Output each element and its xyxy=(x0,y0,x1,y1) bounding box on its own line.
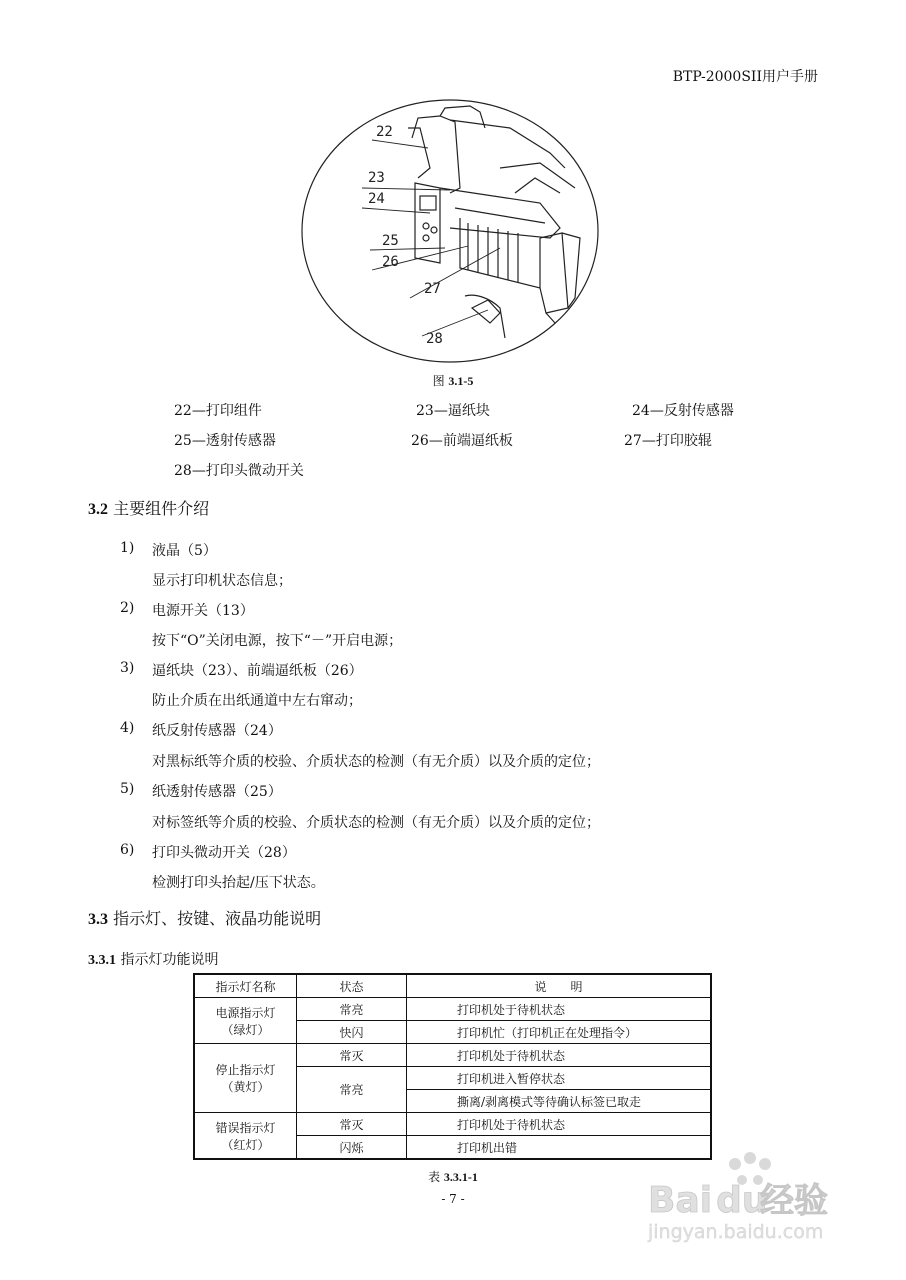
table-caption: 表 3.3.1-1 xyxy=(428,1170,478,1184)
indicator-name-cell: 停止指示灯 （黄灯） xyxy=(194,1044,297,1113)
column-header: 状态 xyxy=(297,974,407,998)
description-cell: 打印机进入暂停状态 xyxy=(407,1067,712,1090)
page-number: - 7 - xyxy=(441,1192,465,1206)
description-cell: 打印机处于待机状态 xyxy=(407,1044,712,1067)
watermark-brand2: du xyxy=(716,1180,768,1221)
table-header-row xyxy=(194,974,711,998)
watermark-product: 经验 xyxy=(760,1181,828,1221)
section-heading-3-3: 3.3 指示灯、按键、液晶功能说明 xyxy=(88,909,322,928)
table-row xyxy=(194,1113,711,1136)
section-heading-3-2: 3.2 主要组件介绍 xyxy=(88,499,210,518)
callout-24: 24 xyxy=(368,191,385,207)
description-cell: 打印机处于待机状态 xyxy=(407,1113,712,1136)
running-header: BTP-2000SII用户手册 xyxy=(672,69,818,85)
list-item-desc: 防止介质在出纸通道中左右窜动； xyxy=(152,693,362,709)
svg-text:Baidu xyxy=(648,1180,767,1221)
indicator-table xyxy=(193,973,712,1160)
description-cell: 打印机忙（打印机正在处理指令） xyxy=(407,1021,712,1044)
watermark-brand: Bai xyxy=(648,1180,713,1221)
description-cell: 打印机处于待机状态 xyxy=(407,998,712,1021)
indicator-name-cell: 错误指示灯 （红灯） xyxy=(194,1113,297,1160)
legend-item: 24—反射传感器 xyxy=(632,403,734,419)
description-cell: 打印机出错 xyxy=(407,1136,712,1160)
legend-item: 26—前端逼纸板 xyxy=(411,433,513,449)
list-item-desc: 检测打印头抬起/压下状态。 xyxy=(152,875,325,891)
callout-27: 27 xyxy=(424,281,441,297)
list-item-desc: 显示打印机状态信息； xyxy=(152,573,292,589)
indicator-name-cell: 电源指示灯 （绿灯） xyxy=(194,998,297,1044)
section-heading-3-3-1: 3.3.1 指示灯功能说明 xyxy=(88,952,219,968)
legend-item: 27—打印胶辊 xyxy=(624,433,712,449)
callout-25: 25 xyxy=(382,233,399,249)
callout-23: 23 xyxy=(368,170,385,186)
list-item-desc: 对标签纸等介质的校验、介质状态的检测（有无介质）以及介质的定位； xyxy=(152,815,600,831)
list-item-desc: 对黑标纸等介质的校验、介质状态的检测（有无介质）以及介质的定位； xyxy=(152,754,600,770)
state-cell: 常亮 xyxy=(297,998,407,1021)
state-cell: 快闪 xyxy=(297,1021,407,1044)
table-row xyxy=(194,1044,711,1067)
watermark-url: jingyan.baidu.com xyxy=(648,1221,824,1243)
legend-item: 22—打印组件 xyxy=(174,403,262,419)
figure-caption: 图 3.1-5 xyxy=(432,374,474,388)
state-cell: 常灭 xyxy=(297,1044,407,1067)
legend-item: 28—打印头微动开关 xyxy=(174,463,304,479)
state-cell: 常亮 xyxy=(297,1067,407,1113)
table-row xyxy=(194,998,711,1021)
baidu-watermark xyxy=(640,1150,870,1245)
printer-diagram xyxy=(300,98,600,364)
column-header: 指示灯名称 xyxy=(194,974,297,998)
legend-item: 25—透射传感器 xyxy=(174,433,276,449)
column-header: 说 明 xyxy=(407,974,712,998)
state-cell: 闪烁 xyxy=(297,1136,407,1160)
list-item-desc: 按下“O”关闭电源，按下“－”开启电源； xyxy=(152,633,403,649)
callout-26: 26 xyxy=(382,254,399,270)
state-cell: 常灭 xyxy=(297,1113,407,1136)
callout-28: 28 xyxy=(426,331,443,347)
description-cell: 撕离/剥离模式等待确认标签已取走 xyxy=(407,1090,712,1113)
callout-22: 22 xyxy=(376,124,393,140)
legend-item: 23—逼纸块 xyxy=(416,403,490,419)
